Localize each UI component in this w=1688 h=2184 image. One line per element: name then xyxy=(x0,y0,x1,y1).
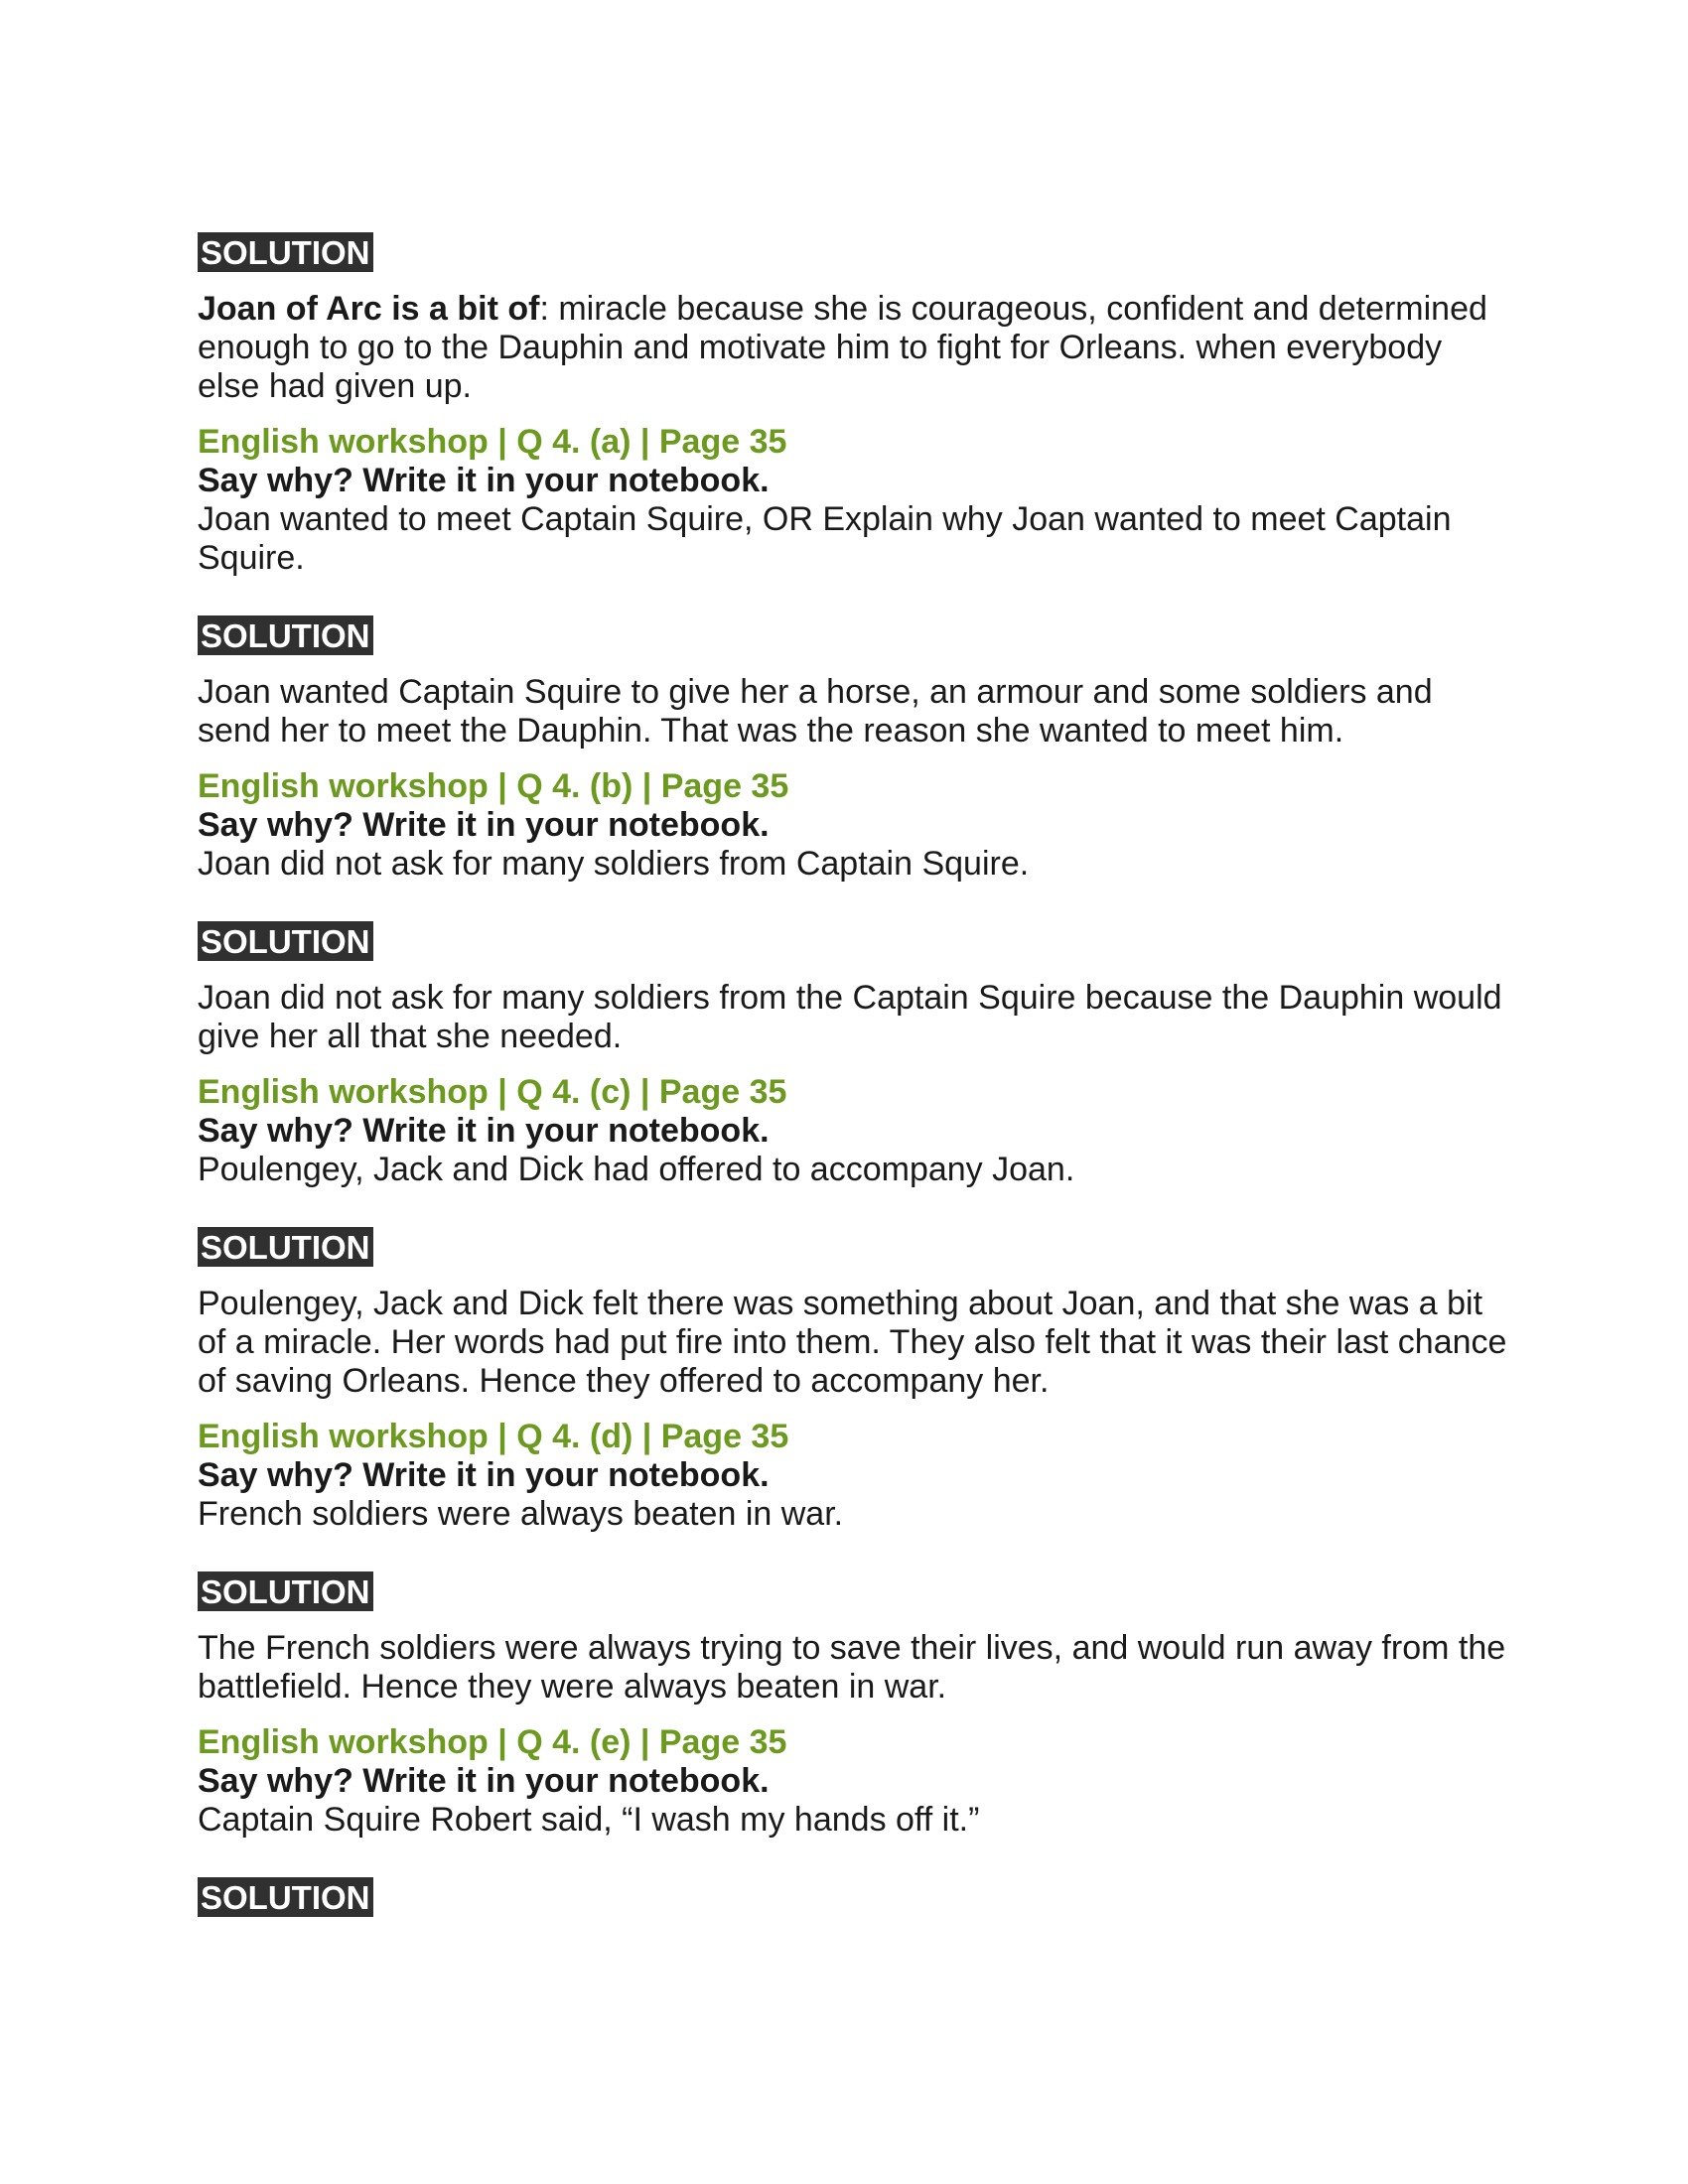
solution-text: Joan wanted Captain Squire to give her a horse, an armour and some soldiers and send her to meet the Dauphin. That was the reason she wanted to meet him. xyxy=(198,673,1433,750)
solution-label: SOLUTION xyxy=(198,1877,373,1917)
solution-text xyxy=(198,290,1508,406)
question-heading: English workshop | Q 4. (c) | Page 35 xyxy=(198,1073,787,1111)
question-heading: English workshop | Q 4. (d) | Page 35 xyxy=(198,1418,789,1455)
question-block xyxy=(198,1418,1508,1534)
question-statement: Captain Squire Robert said, “I wash my hands off it.” xyxy=(198,1801,980,1839)
solution-label: SOLUTION xyxy=(198,1227,373,1267)
solution-block xyxy=(198,921,1508,1056)
question-heading: English workshop | Q 4. (a) | Page 35 xyxy=(198,423,787,461)
solution-label: SOLUTION xyxy=(198,921,373,961)
question-prompt: Say why? Write it in your notebook. xyxy=(198,806,770,844)
solution-block xyxy=(198,1877,1508,1935)
question-statement: Joan wanted to meet Captain Squire, OR Explain why Joan wanted to meet Captain Squire. xyxy=(198,500,1452,577)
question-statement: Joan did not ask for many soldiers from Captain Squire. xyxy=(198,845,1030,883)
solution-block xyxy=(198,1227,1508,1401)
question-block xyxy=(198,1073,1508,1189)
question-block xyxy=(198,423,1508,578)
answer-lead: Joan of Arc is a bit of xyxy=(198,290,540,328)
question-heading: English workshop | Q 4. (e) | Page 35 xyxy=(198,1723,787,1761)
question-statement: Poulengey, Jack and Dick had offered to accompany Joan. xyxy=(198,1151,1075,1188)
solution-label: SOLUTION xyxy=(198,615,373,655)
question-prompt: Say why? Write it in your notebook. xyxy=(198,1762,770,1800)
question-prompt: Say why? Write it in your notebook. xyxy=(198,1112,770,1150)
question-block xyxy=(198,1723,1508,1840)
solution-text: Poulengey, Jack and Dick felt there was something about Joan, and that she was a bit of a miracle. Her words had put fire into them. They also felt that it was their last chance of saving Orleans. Hence they offered to accompany her. xyxy=(198,1285,1507,1400)
solution-label: SOLUTION xyxy=(198,1571,373,1611)
question-prompt: Say why? Write it in your notebook. xyxy=(198,1456,770,1494)
document-page xyxy=(198,232,1508,1935)
solution-text: Joan did not ask for many soldiers from the Captain Squire because the Dauphin would give her all that she needed. xyxy=(198,979,1502,1055)
solution-block xyxy=(198,1571,1508,1706)
solution-text: The French soldiers were always trying to save their lives, and would run away from the battlefield. Hence they were always beaten in war. xyxy=(198,1629,1506,1706)
solution-label: SOLUTION xyxy=(198,232,373,272)
question-statement: French soldiers were always beaten in war. xyxy=(198,1495,844,1533)
question-heading: English workshop | Q 4. (b) | Page 35 xyxy=(198,767,789,805)
answer-body: : miracle because she is courageous, confident and determined enough to go to the Dauphin and motivate him to fight for Orleans. when everybody else had given up. xyxy=(198,290,1487,405)
question-prompt: Say why? Write it in your notebook. xyxy=(198,462,770,499)
solution-block xyxy=(198,232,1508,406)
solution-block xyxy=(198,615,1508,751)
question-block xyxy=(198,767,1508,884)
